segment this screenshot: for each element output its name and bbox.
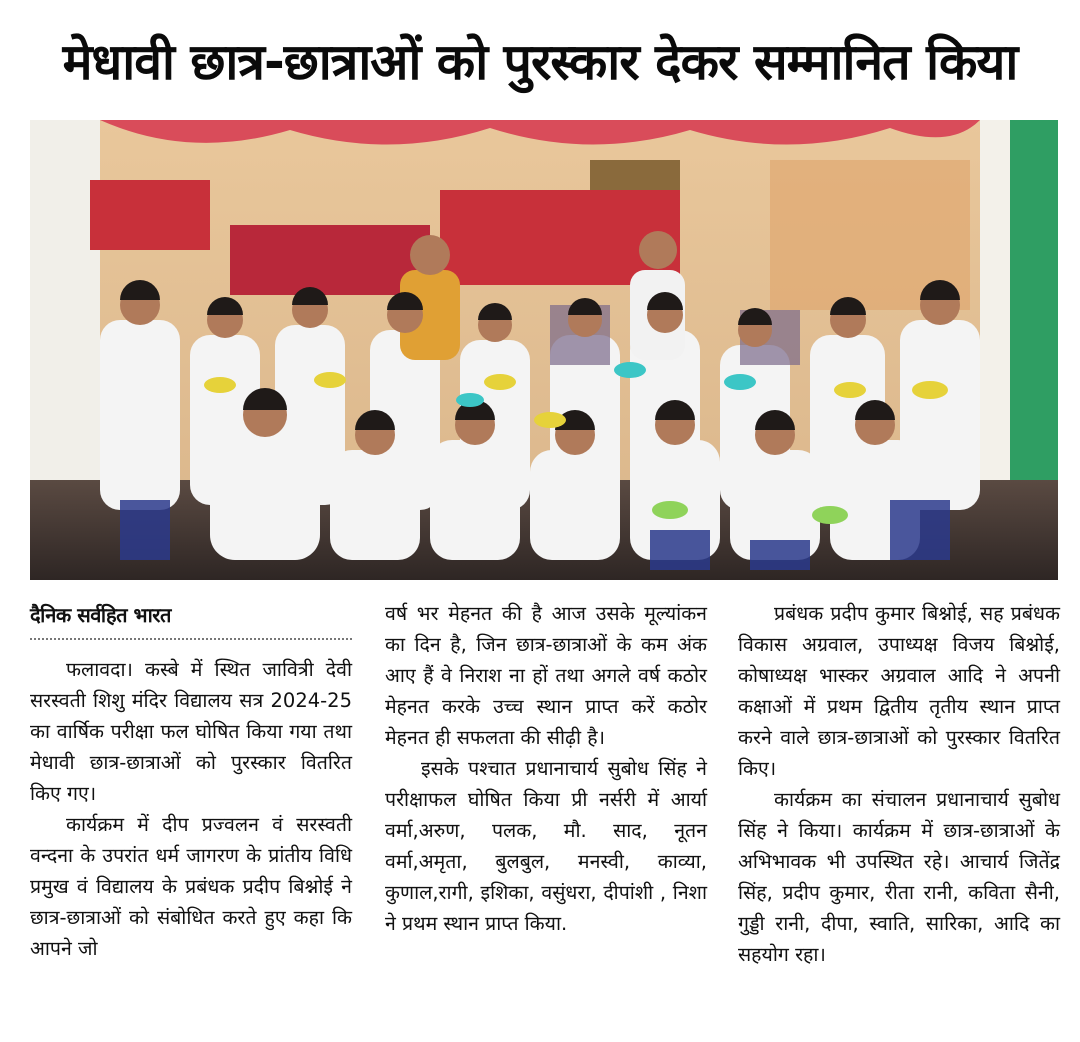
source-name: दैनिक सर्वहित भारत — [30, 598, 352, 640]
article-column-1 — [30, 598, 352, 964]
article-paragraph-5: प्रबंधक प्रदीप कुमार बिश्नोई, सह प्रबंधक विकास अग्रवाल, उपाध्यक्ष विजय बिश्नोई, कोषाध्यक्ष भास्कर अग्रवाल आदि ने अपनी कक्षाओं में प्रथम द्वितीय तृतीय स्थान प्राप्त करने वाले छात्र-छात्राओं को पुरस्कार वितरित किए। — [738, 602, 1060, 780]
headline: मेधावी छात्र-छात्राओं को पुरस्कार देकर सम्मानित किया — [62, 33, 1018, 91]
article-paragraph-4: इसके पश्चात प्रधानाचार्य सुबोध सिंह ने परीक्षाफल घोषित किया प्री नर्सरी में आर्या वर्मा,अरुण, पलक, मौ. साद, नूतन वर्मा,अमृता, बुलबुल, मनस्वी, काव्या, कुणाल,रागी, इशिका, वसुंधरा, दीपांशी , निशा ने प्रथम स्थान प्राप्त किया. — [385, 757, 707, 935]
article-column-2 — [385, 598, 707, 939]
group-photo — [30, 120, 1058, 580]
group-photo-illustration — [30, 120, 1058, 580]
article-column-3 — [738, 598, 1060, 970]
article-paragraph-3: वर्ष भर मेहनत की है आज उसके मूल्यांकन का दिन है, जिन छात्र-छात्राओं के कम अंक आए हैं वे निराश ना हों तथा अगले वर्ष कठोर मेहनत करके उच्च स्थान प्राप्त करें कठोर मेहनत ही सफलता की सीढ़ी है। — [385, 602, 707, 749]
article-paragraph-6: कार्यक्रम का संचालन प्रधानाचार्य सुबोध सिंह ने किया। कार्यक्रम में छात्र-छात्राओं के अभिभावक भी उपस्थित रहे। आचार्य जितेंद्र सिंह, प्रदीप कुमार, रीता रानी, कविता सैनी, गुड्डी रानी, दीपा, स्वाति, सारिका, आदि का सहयोग रहा। — [738, 788, 1060, 966]
article-paragraph-1: फलावदा। कस्बे में स्थित जावित्री देवी सरस्वती शिशु मंदिर विद्यालय सत्र 2024-25 का वार्षिक परीक्षा फल घोषित किया गया तथा मेधावी छात्र-छात्राओं को पुरस्कार वितरित किए गए। — [30, 658, 352, 805]
article-paragraph-2: कार्यक्रम में दीप प्रज्वलन वं सरस्वती वन्दना के उपरांत धर्म जागरण के प्रांतीय विधि प्रमुख वं विद्यालय के प्रबंधक प्रदीप बिश्नोई ने छात्र-छात्राओं को संबोधित करते हुए कहा कि आपने जो — [30, 813, 352, 960]
